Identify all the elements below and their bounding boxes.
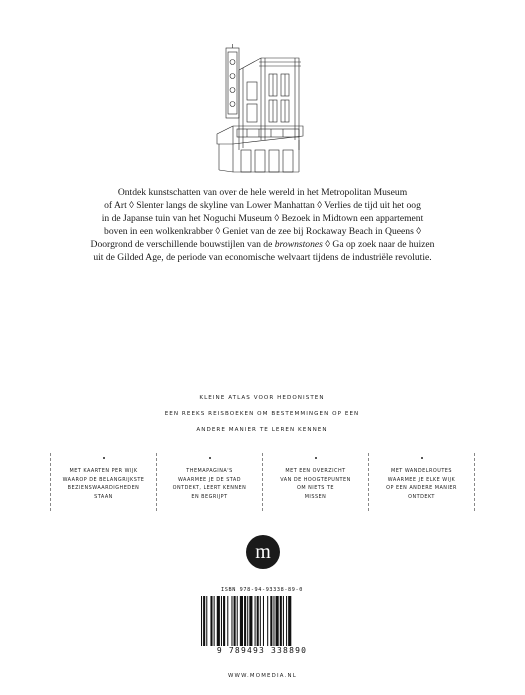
isbn-label: ISBN 978-94-93338-89-0: [221, 587, 303, 593]
barcode-bar: [260, 596, 261, 646]
description-line: [60, 238, 465, 251]
series-subtitle: ANDERE MANIER TE LEREN KENNEN: [196, 427, 328, 433]
series-title: KLEINE ATLAS VOOR HEDONISTEN: [199, 395, 325, 401]
barcode-bar: [257, 596, 259, 646]
feature-line: WAAROP DE BELANGRIJKSTE: [62, 476, 145, 483]
feature-line: MET KAARTEN PER WIJK: [69, 468, 138, 474]
feature-columns: [50, 453, 475, 511]
barcode-bar: [237, 596, 238, 646]
barcode-bar: [280, 596, 282, 646]
barcode-bar: [249, 596, 252, 646]
barcode-bar: [255, 596, 256, 646]
barcode-bar: [283, 596, 284, 646]
series-subtitle: EEN REEKS REISBOEKEN OM BESTEMMINGEN OP EEN: [164, 411, 360, 417]
publisher-website: WWW.MOMEDIA.NL: [228, 673, 297, 679]
description-text: Doorgrond de verschillende bouwstijlen van de: [90, 239, 275, 251]
bullet-icon: [209, 457, 211, 459]
barcode-bar: [231, 596, 232, 646]
bullet-icon: [315, 457, 317, 459]
barcode-bar: [221, 596, 222, 646]
barcode-bar: [201, 596, 202, 646]
barcode-bar: [286, 596, 287, 646]
feature-maps: [51, 453, 156, 511]
barcode-digits: 9 789493 338890: [216, 646, 308, 655]
description-line: of Art ◊ Slenter langs de skyline van Lower Manhattan ◊ Verlies de tijd uit het oog: [104, 200, 421, 212]
barcode-bar: [210, 596, 212, 646]
theater-building-illustration: [203, 40, 323, 180]
description-line: boven in een wolkenkrabber ◊ Geniet van de zee bij Rockaway Beach in Queens ◊: [104, 226, 421, 238]
feature-walks: [369, 453, 474, 511]
description-line: uit de Gilded Age, de periode van economische welvaart tijdens de industriële revolutie.: [93, 252, 432, 264]
feature-line: STAAN: [94, 493, 113, 500]
barcode-bar: [234, 596, 236, 646]
series-tagline: [62, 390, 462, 438]
feature-line: ONTDEKT, LEERT KENNEN: [172, 485, 247, 492]
feature-highlights: [263, 453, 368, 511]
feature-line: THEMAPAGINA'S: [186, 468, 233, 474]
barcode-bar: [288, 596, 291, 646]
bullet-icon: [421, 457, 423, 459]
feature-line: BEZIENSWAARDIGHEDEN: [67, 485, 140, 492]
barcode-bar: [267, 596, 268, 646]
feature-line: MET EEN OVERZICHT: [285, 468, 346, 474]
bullet-icon: [103, 457, 105, 459]
barcode-bar: [223, 596, 225, 646]
feature-line: ONTDEKT: [408, 493, 435, 500]
barcode-bar: [270, 596, 272, 646]
description-italic: brownstones: [274, 239, 323, 251]
barcode-bar: [247, 596, 248, 646]
momedia-logo-icon: [245, 534, 281, 570]
barcode-bars: [201, 596, 323, 646]
logo-letter: m: [255, 541, 271, 563]
barcode-bar: [217, 596, 220, 646]
barcode-bar: [244, 596, 246, 646]
feature-line: OP EEN ANDERE MANIER: [386, 485, 457, 492]
feature-line: WAARMEE JE ELKE WIJK: [387, 476, 456, 483]
feature-themes: [157, 453, 262, 511]
description-line: in de Japanse tuin van het Noguchi Museum ◊ Bezoek in Midtown een appartement: [101, 213, 424, 225]
barcode-bar: [263, 596, 264, 646]
description-line: Ontdek kunstschatten van over de hele wereld in het Metropolitan Museum: [117, 187, 408, 198]
barcode-bar: [206, 596, 207, 646]
barcode: [197, 584, 327, 659]
description-text: ◊ Ga op zoek naar de huizen: [322, 239, 435, 251]
book-description: [60, 186, 465, 265]
feature-line: WAARMEE JE DE STAD: [177, 476, 242, 483]
barcode-bar: [227, 596, 228, 646]
barcode-bar: [273, 596, 274, 646]
feature-line: MISSEN: [304, 493, 327, 500]
feature-line: MET WANDELROUTES: [390, 468, 452, 474]
barcode-bar: [214, 596, 215, 646]
barcode-bar: [203, 596, 205, 646]
feature-line: EN BEGRIJPT: [191, 493, 228, 500]
barcode-bar: [240, 596, 243, 646]
feature-line: VAN DE HOOGTEPUNTEN: [280, 476, 351, 483]
divider: [474, 453, 475, 511]
feature-line: OM NIETS TE: [296, 485, 335, 492]
barcode-bar: [276, 596, 279, 646]
